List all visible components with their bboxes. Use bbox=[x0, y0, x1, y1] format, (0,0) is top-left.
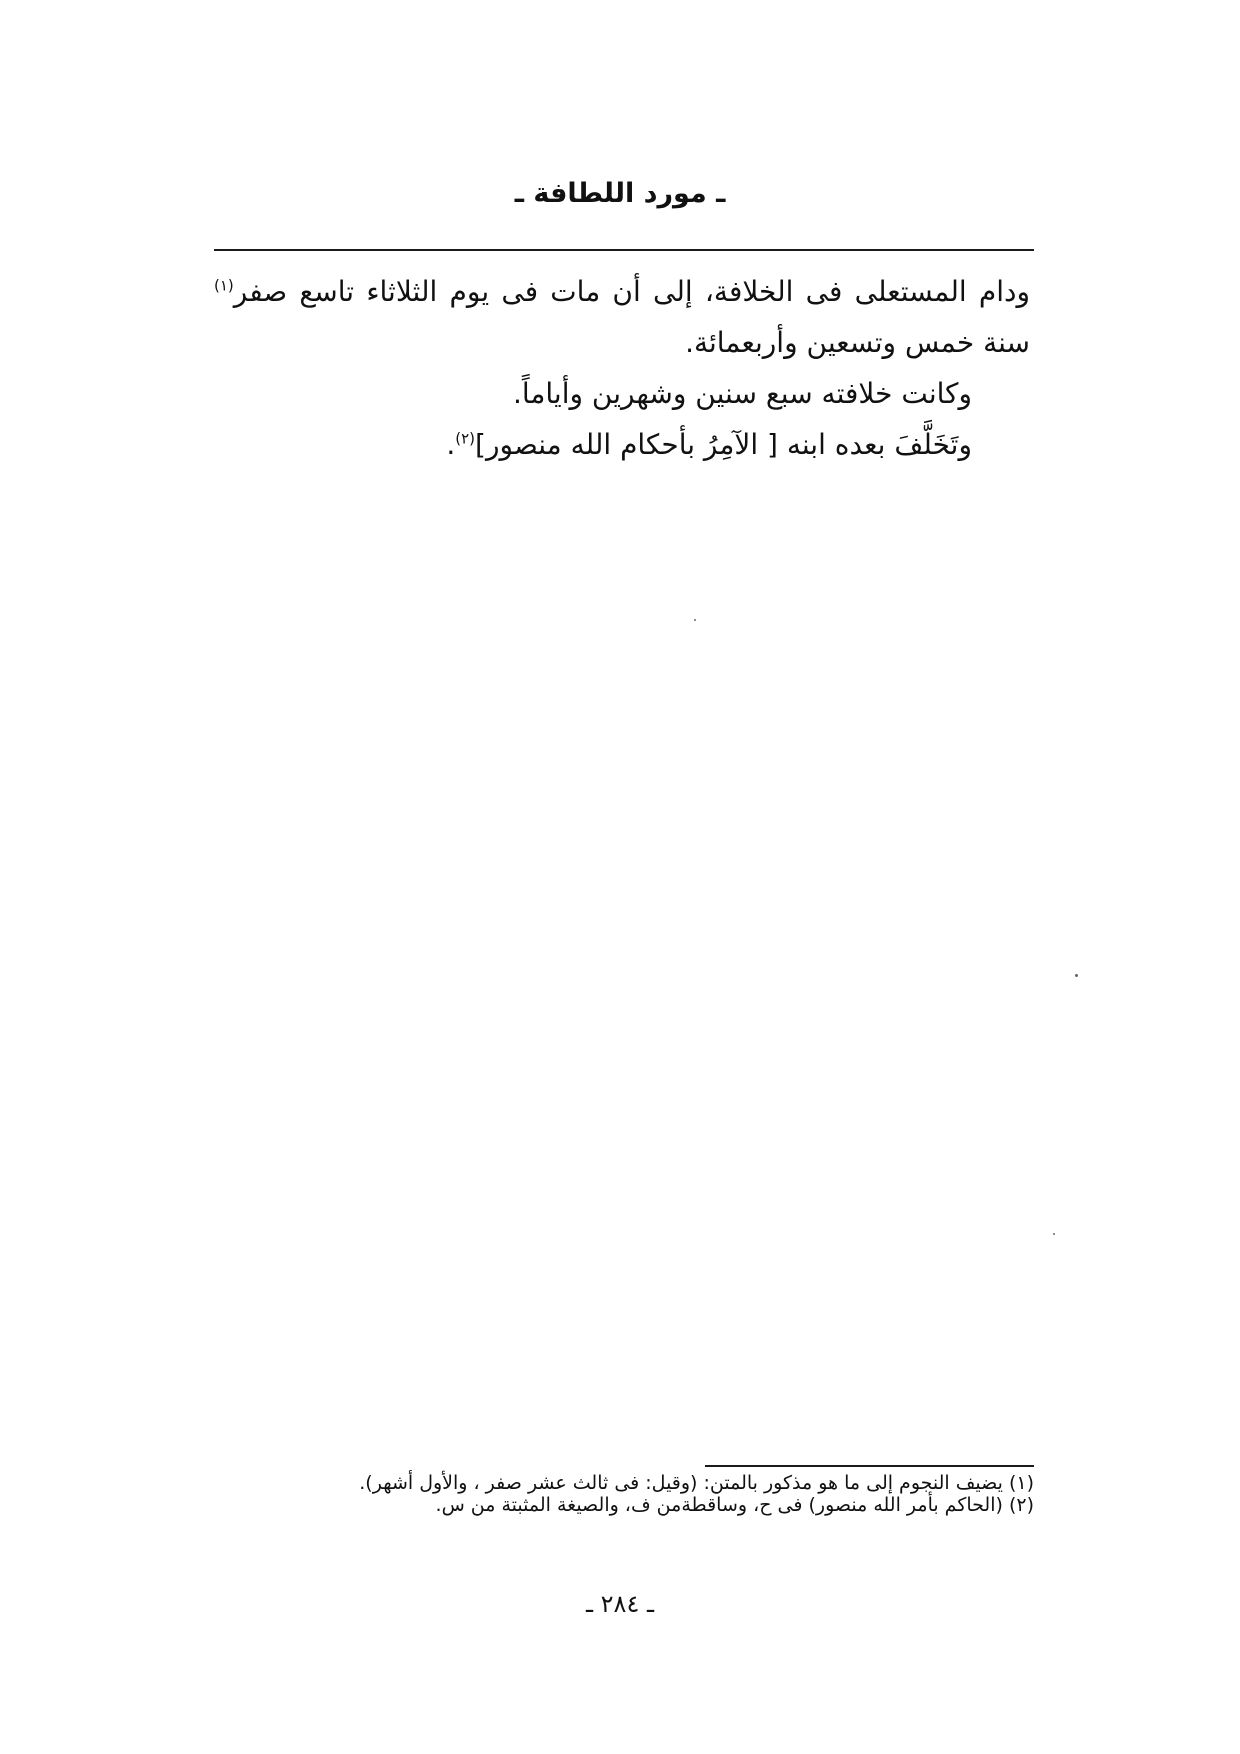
scan-speck bbox=[1053, 1233, 1055, 1235]
paragraph-1-continuation: سنة خمس وتسعين وأربعمائة. bbox=[685, 326, 1030, 359]
footnote-ref-1[interactable]: (١) bbox=[214, 276, 234, 295]
paragraph-1 bbox=[214, 266, 1030, 368]
footnote-1: (١) يضيف النجوم إلى ما هو مذكور بالمتن: (وقيل: فى ثالث عشر صفر ، والأول أشهر). bbox=[359, 1472, 1034, 1494]
footnote-rule bbox=[705, 1465, 1034, 1467]
footnote-2: (٢) (الحاكم بأمر الله منصور) فى ح، وساقطةمن ف، والصيغة المثبتة من س. bbox=[435, 1494, 1034, 1516]
footnotes bbox=[214, 1472, 1034, 1516]
paragraph-3-text: وتَخَلَّفَ بعده ابنه [ الآمِرُ بأحكام الله منصور] bbox=[475, 428, 972, 461]
scan-speck bbox=[1075, 974, 1078, 977]
paragraph-3 bbox=[214, 419, 1030, 470]
paragraph-1-text: ودام المستعلى فى الخلافة، إلى أن مات فى يوم الثلاثاء تاسع صفر bbox=[233, 275, 1030, 308]
scan-speck bbox=[694, 619, 696, 621]
main-text bbox=[214, 266, 1030, 470]
paragraph-3-end: . bbox=[446, 428, 456, 461]
header-rule bbox=[214, 249, 1034, 251]
page-number: ـ ٢٨٤ ـ bbox=[585, 1590, 654, 1618]
footnote-ref-2[interactable]: (٢) bbox=[455, 429, 476, 448]
paragraph-2: وكانت خلافته سبع سنين وشهرين وأياماً. bbox=[512, 377, 972, 410]
running-title: ـ مورد اللطافة ـ bbox=[514, 178, 726, 209]
